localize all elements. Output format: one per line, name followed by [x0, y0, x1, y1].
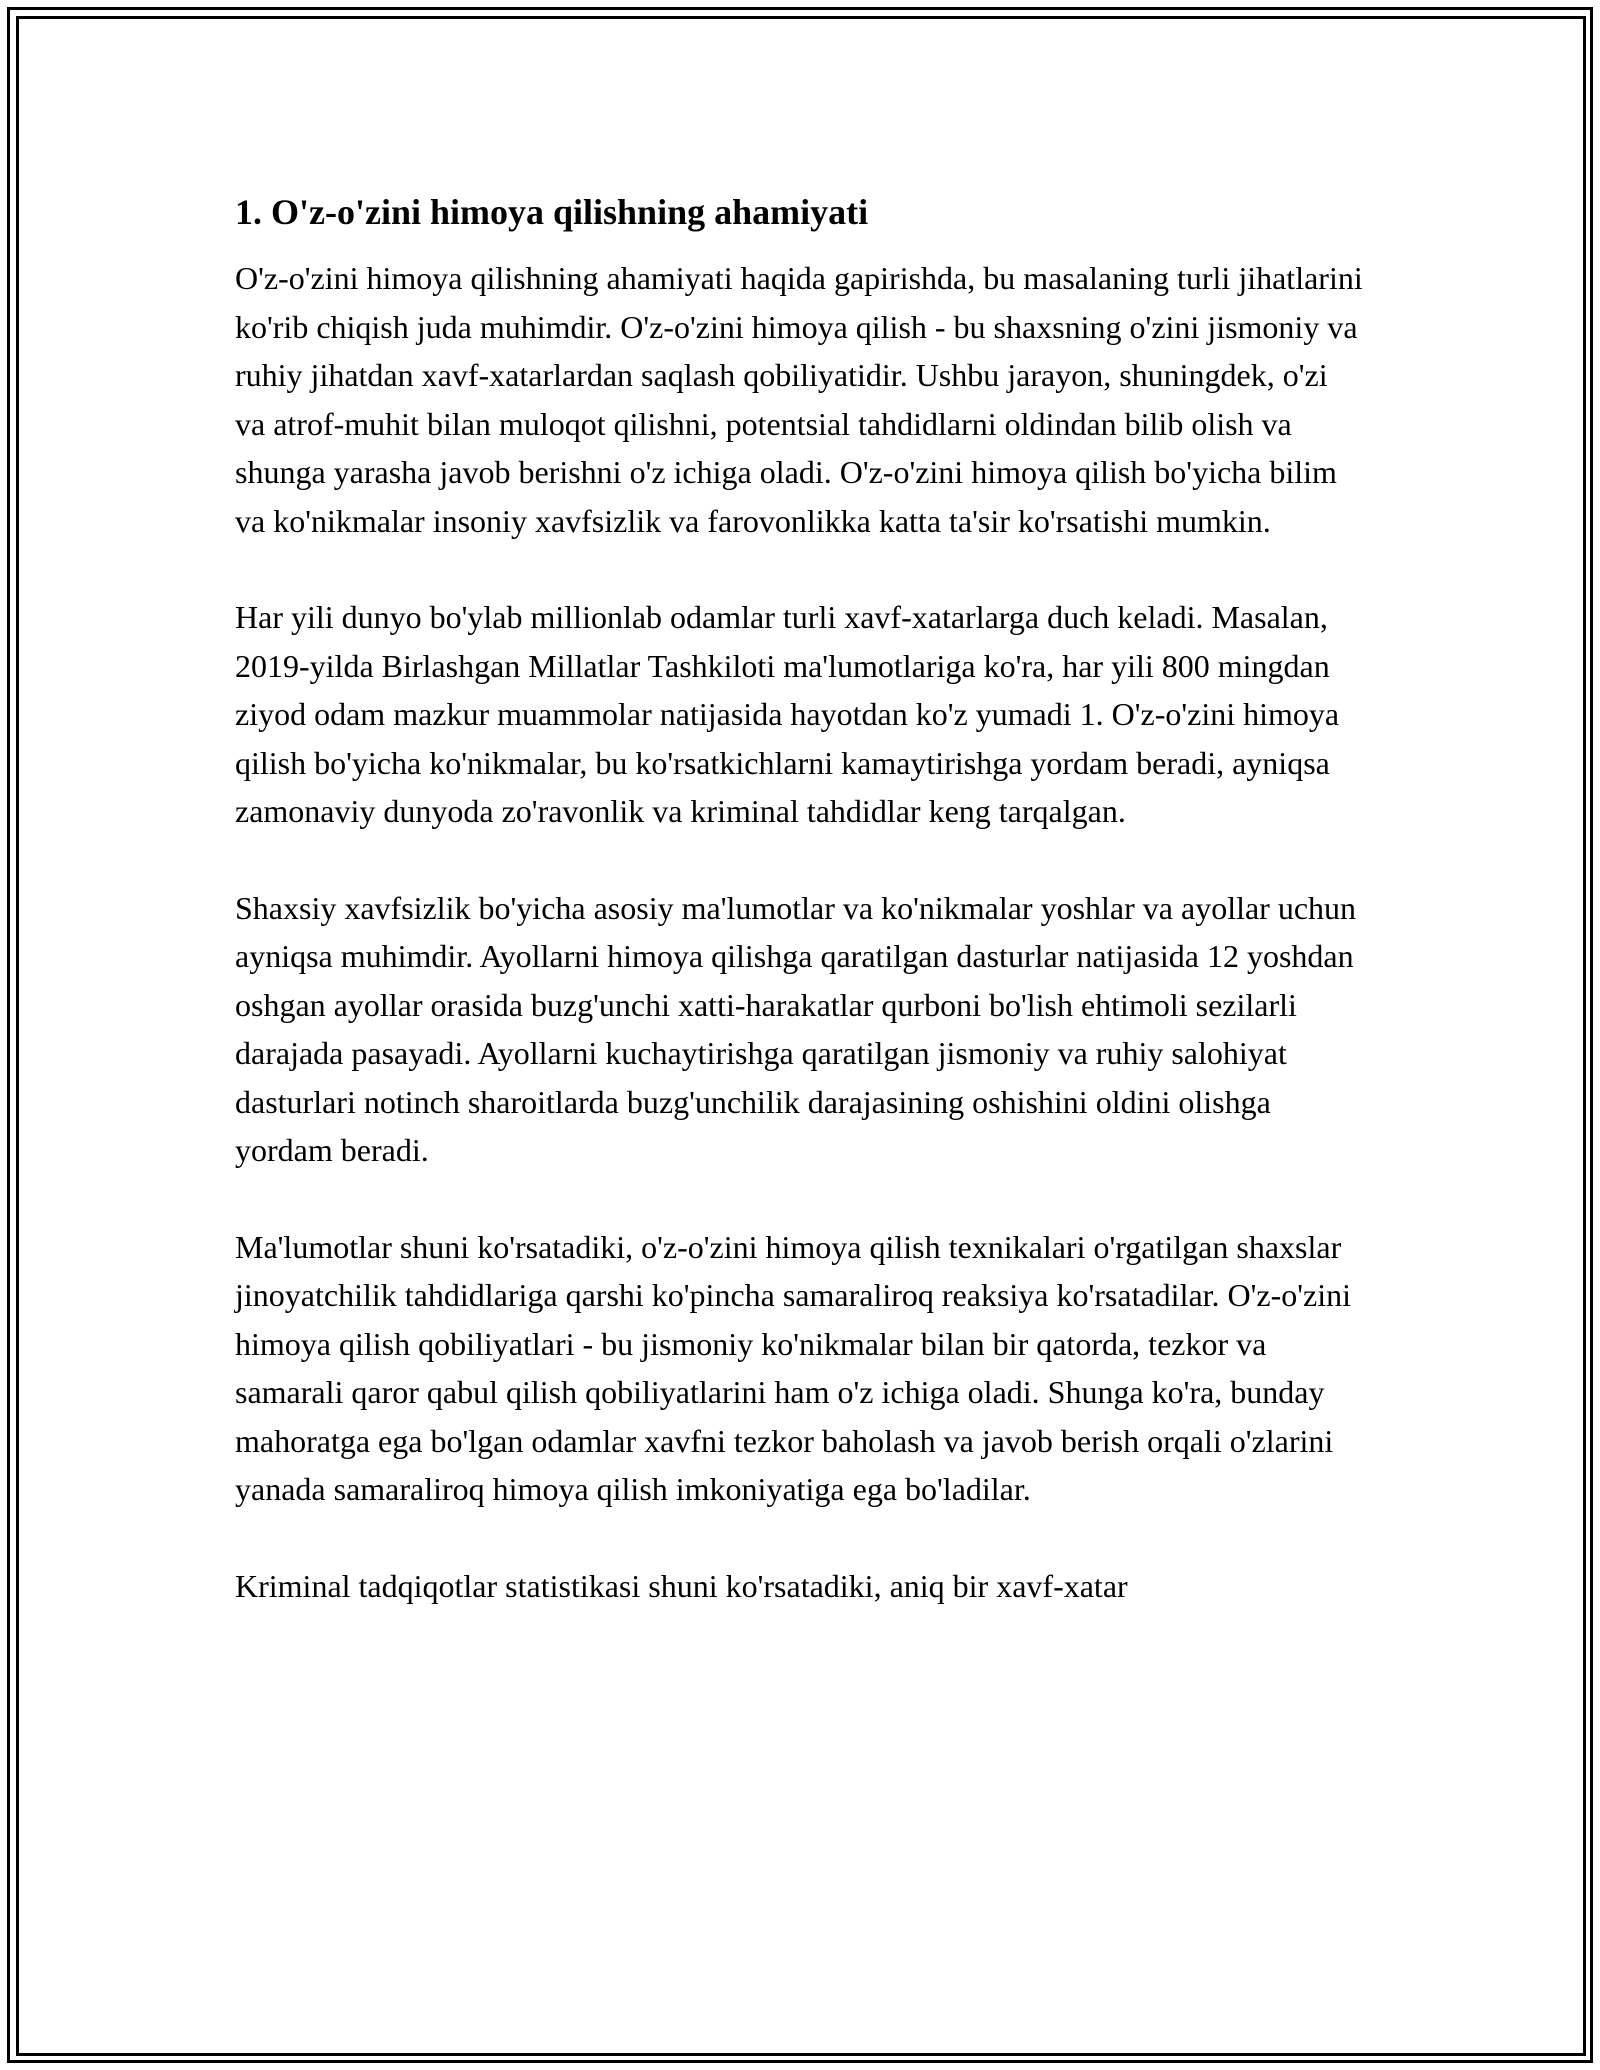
- paragraph-5: Kriminal tadqiqotlar statistikasi shuni ko'rsatadiki, aniq bir xavf-xatar: [235, 1567, 1128, 1604]
- paragraph-3: Shaxsiy xavfsizlik bo'yicha asosiy ma'lumotlar va ko'nikmalar yoshlar va ayollar uchun ayniqsa muhimdir. Ayollarni himoya qilishga qaratilgan dasturlar natijasida 12 yoshdan oshgan ayollar orasida buzg'unchi xatti-harakatlar qurboni bo'lish ehtimoli sezilarli darajada pasayadi. Ayollarni kuchaytirishga qaratilgan jismoniy va ruhiy salohiyat dasturlari notinch sharoitlarda buzg'unchilik darajasining oshishini oldini olishga yordam beradi.: [235, 889, 1357, 1168]
- section-heading: 1. O'z-o'zini himoya qilishning ahamiyati: [235, 192, 869, 232]
- paragraph-2: Har yili dunyo bo'ylab millionlab odamlar turli xavf-xatarlarga duch keladi. Masalan, 2019-yilda Birlashgan Millatlar Tashkiloti ma'lumotlariga ko'ra, har yili 800 mingdan ziyod odam mazkur muammolar natijasida hayotdan ko'z yumadi 1. O'z-o'zini himoya qilish bo'yicha ko'nikmalar, bu ko'rsatkichlarni kamaytirishga yordam beradi, ayniqsa zamonaviy dunyoda zo'ravonlik va kriminal tahdidlar keng tarqalgan.: [235, 599, 1340, 829]
- document-body: [235, 188, 1365, 1658]
- paragraph-4: Ma'lumotlar shuni ko'rsatadiki, o'z-o'zini himoya qilish texnikalari o'rgatilgan shaxslar jinoyatchilik tahdidlariga qarshi ko'pincha samaraliroq reaksiya ko'rsatadilar. O'z-o'zini himoya qilish qobiliyatlari - bu jismoniy ko'nikmalar bilan bir qatorda, tezkor va samarali qaror qabul qilish qobiliyatlarini ham o'z ichiga oladi. Shunga ko'ra, bunday mahoratga ega bo'lgan odamlar xavfni tezkor baholash va javob berish orqali o'zlarini yanada samaraliroq himoya qilish imkoniyatiga ega bo'ladilar.: [235, 1228, 1352, 1507]
- paragraph-1: O'z-o'zini himoya qilishning ahamiyati haqida gapirishda, bu masalaning turli jihatlarini ko'rib chiqish juda muhimdir. O'z-o'zini himoya qilish - bu shaxsning o'zini jismoniy va ruhiy jihatdan xavf-xatarlardan saqlash qobiliyatidir. Ushbu jarayon, shuningdek, o'zi va atrof-muhit bilan muloqot qilishni, potentsial tahdidlarni oldindan bilib olish va shunga yarasha javob berishni o'z ichiga oladi. O'z-o'zini himoya qilish bo'yicha bilim va ko'nikmalar insoniy xavfsizlik va farovonlikka katta ta'sir ko'rsatishi mumkin.: [235, 260, 1363, 539]
